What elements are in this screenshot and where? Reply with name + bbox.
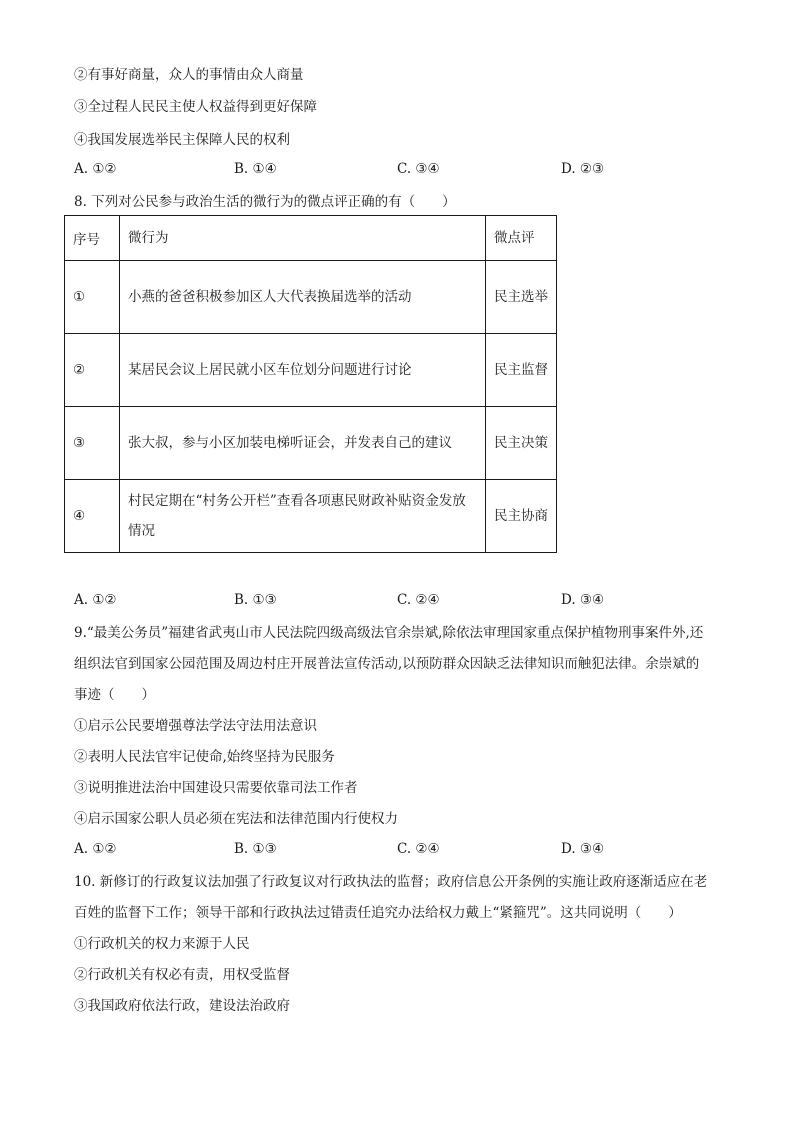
header-comment: 微点评 <box>486 216 557 261</box>
q7-option-b: B. ①④ <box>234 161 277 177</box>
q9-option-c: C. ②④ <box>397 841 440 857</box>
q9-item-2: ②表明人民法官牢记使命,始终坚持为民服务 <box>74 749 335 765</box>
row-action: 村民定期在“村务公开栏”查看各项惠民财政补贴资金发放情况 <box>120 480 486 553</box>
q10-stem-line-1: 10. 新修订的行政复议法加强了行政复议对行政执法的监督；政府信息公开条例的实施让政府逐渐适应在老 <box>74 874 708 890</box>
q10-item-2: ②行政机关有权必有责，用权受监督 <box>74 967 290 983</box>
q7-option-a: A. ①② <box>74 161 117 177</box>
table-header-row <box>65 216 557 261</box>
row-number: ③ <box>65 407 120 480</box>
q7-item-2: ②有事好商量，众人的事情由众人商量 <box>74 67 304 83</box>
q8-option-c: C. ②④ <box>397 592 440 608</box>
q8-option-a: A. ①② <box>74 592 117 608</box>
row-action: 某居民会议上居民就小区车位划分问题进行讨论 <box>120 334 486 407</box>
row-comment: 民主选举 <box>486 261 557 334</box>
row-number: ① <box>65 261 120 334</box>
q8-option-b: B. ①③ <box>234 592 277 608</box>
q9-stem-line-1: 9.“最美公务员”福建省武夷山市人民法院四级高级法官余崇斌,除依法审理国家重点保护植物刑事案件外,还 <box>74 625 704 641</box>
table-row <box>65 407 557 480</box>
q9-option-b: B. ①③ <box>234 841 277 857</box>
header-number: 序号 <box>65 216 120 261</box>
q7-option-c: C. ③④ <box>397 161 440 177</box>
q7-item-3: ③全过程人民民主使人权益得到更好保障 <box>74 99 317 115</box>
q10-item-3: ③我国政府依法行政，建设法治政府 <box>74 998 290 1014</box>
q8-option-d: D. ③④ <box>561 592 605 608</box>
q9-options <box>74 841 714 861</box>
row-action: 小燕的爸爸积极参加区人大代表换届选举的活动 <box>120 261 486 334</box>
q8-table <box>64 215 557 553</box>
row-comment: 民主协商 <box>486 480 557 553</box>
row-number: ④ <box>65 480 120 553</box>
row-number: ② <box>65 334 120 407</box>
q10-item-1: ①行政机关的权力来源于人民 <box>74 936 250 952</box>
table-row <box>65 334 557 407</box>
q10-stem-line-2: 百姓的监督下工作；领导干部和行政执法过错责任追究办法给权力戴上“紧箍咒”。这共同说明（ ） <box>74 905 682 921</box>
header-action: 微行为 <box>120 216 486 261</box>
q7-option-d: D. ②③ <box>561 161 605 177</box>
q7-options <box>74 161 714 181</box>
q9-option-d: D. ③④ <box>561 841 605 857</box>
q8-stem: 8. 下列对公民参与政治生活的微行为的微点评正确的有（ ） <box>74 194 456 210</box>
row-comment: 民主监督 <box>486 334 557 407</box>
q9-stem-line-2: 组织法官到国家公园范围及周边村庄开展普法宣传活动,以预防群众因缺乏法律知识而触犯法律。余崇斌的 <box>74 656 700 672</box>
table-row <box>65 261 557 334</box>
q9-item-4: ④启示国家公职人员必须在宪法和法律范围内行使权力 <box>74 811 398 827</box>
table-row <box>65 480 557 553</box>
q9-stem-line-3: 事迹（ ） <box>74 687 155 703</box>
q9-item-1: ①启示公民要增强尊法学法守法用法意识 <box>74 718 317 734</box>
q7-item-4: ④我国发展选举民主保障人民的权利 <box>74 132 290 148</box>
row-action: 张大叔，参与小区加装电梯听证会，并发表自己的建议 <box>120 407 486 480</box>
q8-options <box>74 592 714 612</box>
q9-option-a: A. ①② <box>74 841 117 857</box>
row-comment: 民主决策 <box>486 407 557 480</box>
q9-item-3: ③说明推进法治中国建设只需要依靠司法工作者 <box>74 780 358 796</box>
